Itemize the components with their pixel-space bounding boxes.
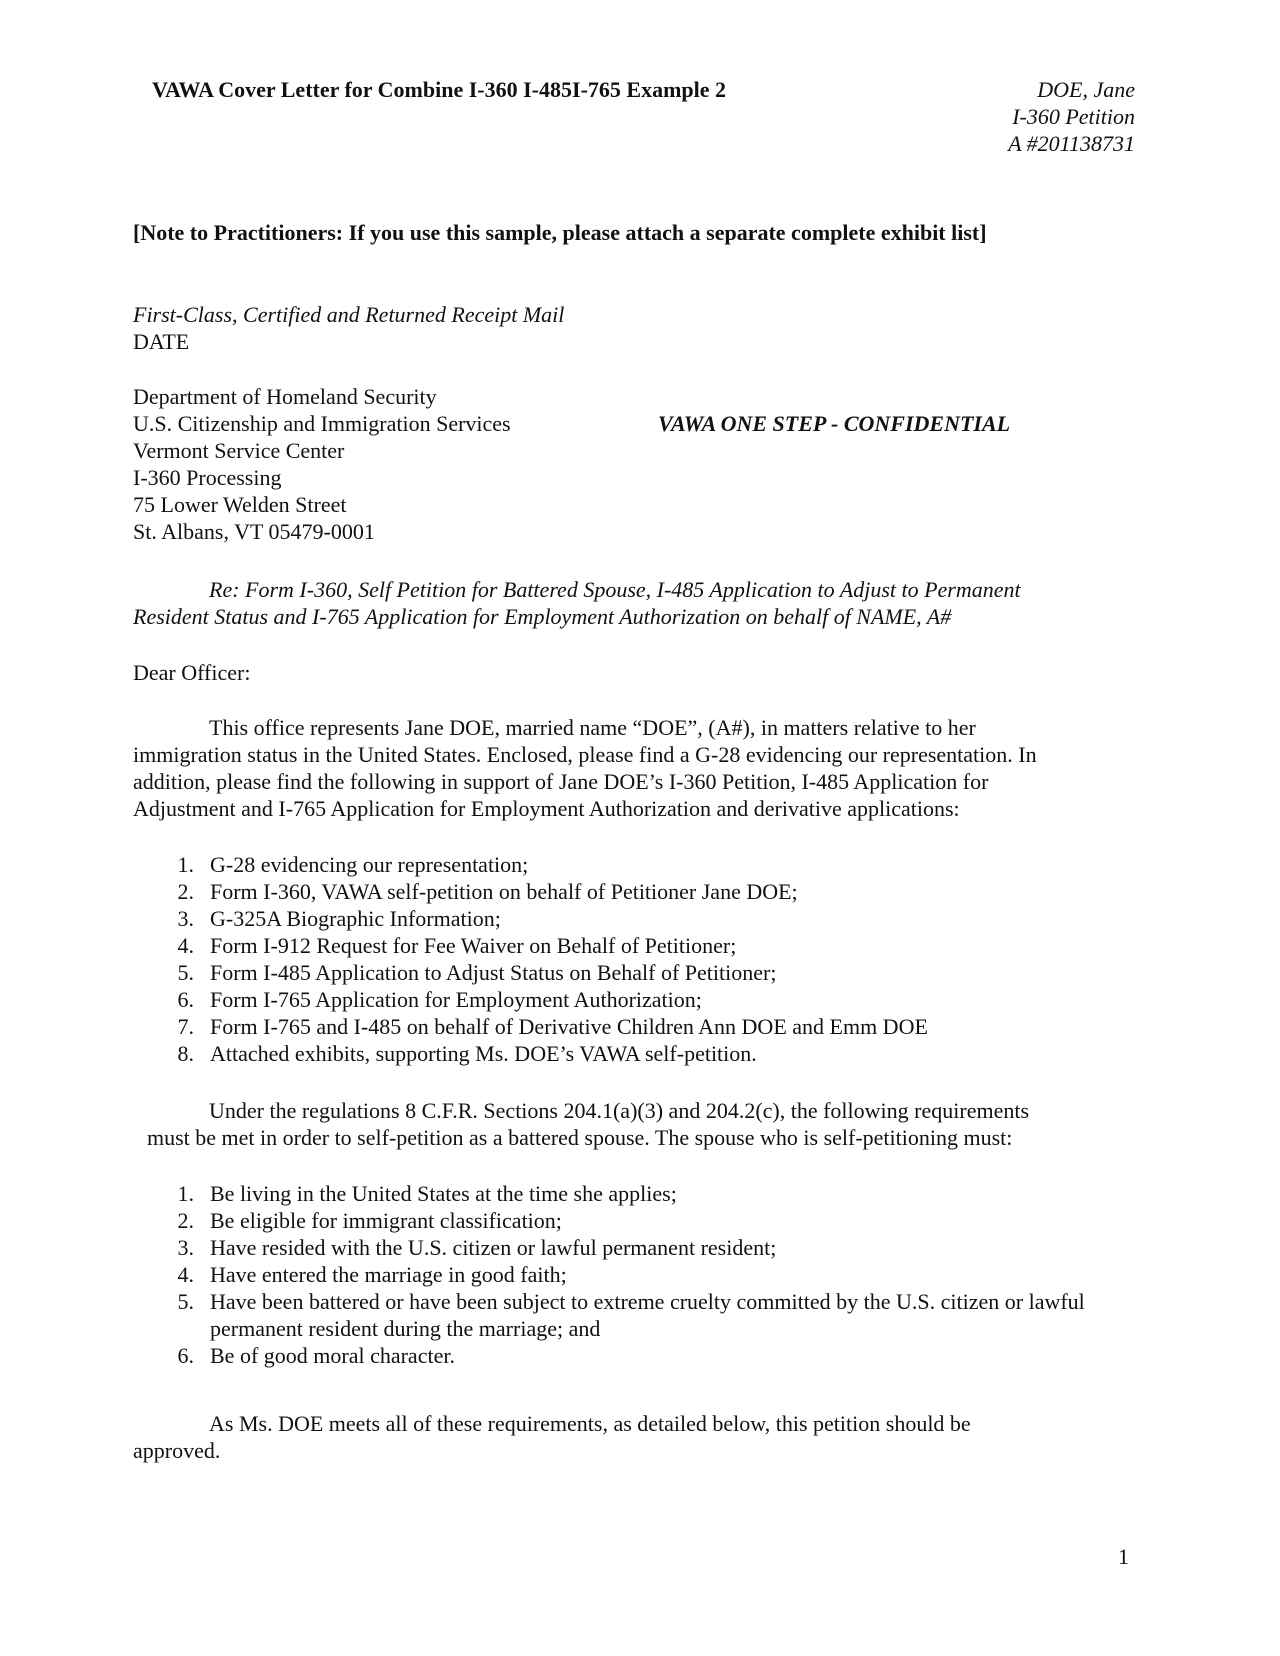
paragraph-line: must be met in order to self-petition as a battered spouse. The spouse who is self-petitioning must: [147, 1125, 1013, 1150]
petition-type: I-360 Petition [1012, 104, 1135, 129]
list-item [170, 1013, 1110, 1040]
list-number: 2. [177, 879, 194, 904]
requirements-list [170, 1180, 1110, 1369]
list-item [170, 851, 1110, 878]
list-number: 5. [177, 960, 194, 985]
list-item [170, 986, 1110, 1013]
page-number: 1 [1118, 1544, 1129, 1569]
paragraph-line: As Ms. DOE meets all of these requirements, as detailed below, this petition should be [209, 1411, 971, 1436]
paragraph-line: Adjustment and I-765 Application for Employment Authorization and derivative applications: [133, 796, 960, 821]
list-item [170, 932, 1110, 959]
list-number: 4. [177, 933, 194, 958]
list-text: G-28 evidencing our representation; [210, 852, 529, 877]
re-line-2: Resident Status and I-765 Application for Employment Authorization on behalf of NAME, A# [133, 604, 952, 629]
list-number: 3. [177, 906, 194, 931]
list-text: Have entered the marriage in good faith; [210, 1262, 567, 1287]
regulations-paragraph [133, 1097, 1138, 1151]
address-line: St. Albans, VT 05479-0001 [133, 519, 375, 544]
list-number: 1. [177, 1181, 194, 1206]
document-title: VAWA Cover Letter for Combine I-360 I-485I-765 Example 2 [152, 77, 727, 102]
list-number: 5. [177, 1289, 194, 1314]
list-number: 8. [177, 1041, 194, 1066]
list-text: Be living in the United States at the time she applies; [210, 1181, 677, 1206]
paragraph-line: immigration status in the United States. Enclosed, please find a G-28 evidencing our representation. In [133, 742, 1037, 767]
conclusion-paragraph [133, 1410, 1138, 1464]
list-item [170, 878, 1110, 905]
list-item [170, 1180, 1110, 1207]
list-item [170, 1261, 1110, 1288]
mail-method: First-Class, Certified and Returned Receipt Mail [133, 302, 565, 327]
address-line: U.S. Citizenship and Immigration Services [133, 411, 511, 436]
list-text: Form I-360, VAWA self-petition on behalf of Petitioner Jane DOE; [210, 879, 798, 904]
list-number: 6. [177, 1343, 194, 1368]
re-line [133, 576, 1133, 630]
recipient-address [133, 383, 511, 545]
list-item [170, 1342, 1110, 1369]
letter-date: DATE [133, 329, 190, 354]
list-text: Be of good moral character. [210, 1343, 455, 1368]
case-header [900, 76, 1135, 157]
confidential-label: VAWA ONE STEP - CONFIDENTIAL [658, 411, 1011, 436]
list-number: 4. [177, 1262, 194, 1287]
list-item [170, 1040, 1110, 1067]
paragraph-line: This office represents Jane DOE, married name “DOE”, (A#), in matters relative to her [209, 715, 976, 740]
list-text: Have resided with the U.S. citizen or lawful permanent resident; [210, 1235, 777, 1260]
list-text: Have been battered or have been subject to extreme cruelty committed by the U.S. citizen or lawful permanent resident during the marriage; and [210, 1289, 1085, 1341]
list-text: Attached exhibits, supporting Ms. DOE’s VAWA self-petition. [210, 1041, 757, 1066]
paragraph-line: approved. [133, 1438, 221, 1463]
a-number: A #201138731 [1008, 131, 1135, 156]
list-text: Form I-912 Request for Fee Waiver on Behalf of Petitioner; [210, 933, 737, 958]
list-text: G-325A Biographic Information; [210, 906, 501, 931]
list-item [170, 1234, 1110, 1261]
intro-paragraph [133, 714, 1138, 822]
list-item [170, 959, 1110, 986]
re-line-1: Re: Form I-360, Self Petition for Battered Spouse, I-485 Application to Adjust to Permanent [209, 577, 1021, 602]
address-line: 75 Lower Welden Street [133, 492, 347, 517]
paragraph-line: Under the regulations 8 C.F.R. Sections 204.1(a)(3) and 204.2(c), the following requirements [209, 1098, 1030, 1123]
list-item [170, 905, 1110, 932]
address-line: Vermont Service Center [133, 438, 345, 463]
list-text: Form I-765 and I-485 on behalf of Derivative Children Ann DOE and Emm DOE [210, 1014, 928, 1039]
address-line: I-360 Processing [133, 465, 282, 490]
enclosure-list [170, 851, 1110, 1067]
paragraph-line: addition, please find the following in support of Jane DOE’s I-360 Petition, I-485 Application for [133, 769, 989, 794]
list-number: 7. [177, 1014, 194, 1039]
address-line: Department of Homeland Security [133, 384, 437, 409]
list-text: Form I-485 Application to Adjust Status on Behalf of Petitioner; [210, 960, 777, 985]
list-item [170, 1207, 1110, 1234]
list-text: Be eligible for immigrant classification; [210, 1208, 562, 1233]
list-number: 2. [177, 1208, 194, 1233]
list-item [170, 1288, 1110, 1342]
salutation: Dear Officer: [133, 660, 251, 685]
list-number: 3. [177, 1235, 194, 1260]
practitioner-note: [Note to Practitioners: If you use this sample, please attach a separate complete exhibit list] [133, 220, 987, 245]
list-number: 6. [177, 987, 194, 1012]
client-name: DOE, Jane [1037, 77, 1135, 102]
list-text: Form I-765 Application for Employment Authorization; [210, 987, 702, 1012]
list-number: 1. [177, 852, 194, 877]
